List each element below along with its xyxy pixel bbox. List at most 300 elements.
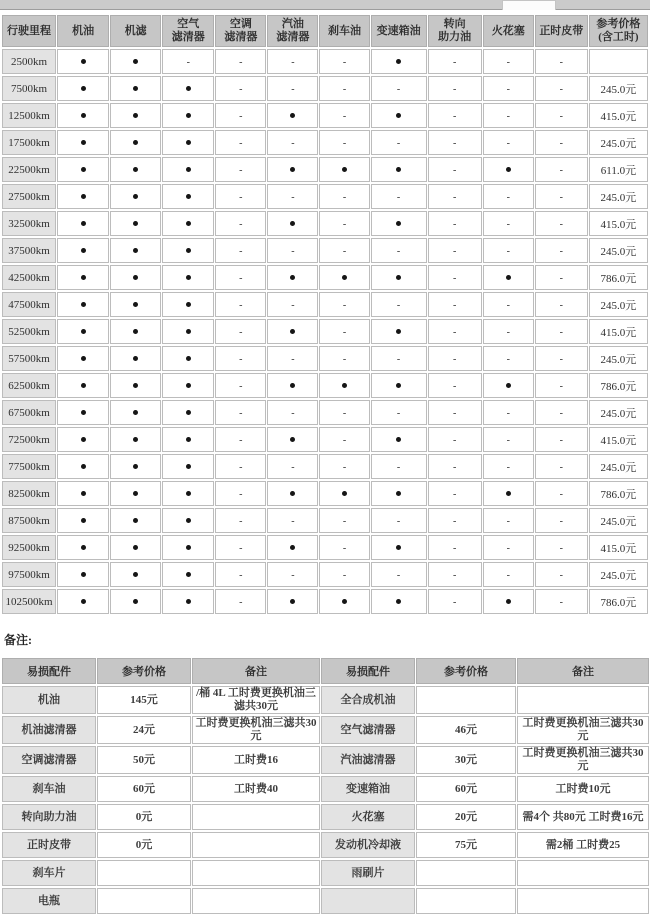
mark-cell: [371, 130, 427, 155]
price-cell: 30元: [416, 746, 516, 774]
mark-cell: [483, 454, 534, 479]
mark-cell: [215, 346, 266, 371]
mark-cell: [483, 508, 534, 533]
mark-cell: [371, 562, 427, 587]
price-cell: 415.0元: [589, 211, 648, 236]
price-cell: 245.0元: [589, 562, 648, 587]
table-row: [2, 804, 649, 830]
mark-cell: [162, 481, 214, 506]
dash-marker: -: [396, 137, 401, 149]
dash-marker: -: [559, 56, 563, 68]
dot-marker: [133, 383, 138, 388]
table-row: [2, 535, 648, 560]
mileage-cell: 62500km: [2, 373, 56, 398]
mark-cell: [110, 184, 161, 209]
mark-cell: [483, 427, 534, 452]
mark-cell: [162, 292, 214, 317]
dot-marker: [396, 599, 401, 604]
column-header: 参考价格 (含工时): [589, 15, 648, 47]
mark-cell: [57, 211, 109, 236]
clipped-element-remnant: [502, 0, 556, 10]
mark-cell: [428, 157, 482, 182]
dot-marker: [186, 356, 191, 361]
mark-cell: [483, 211, 534, 236]
mark-cell: [428, 400, 482, 425]
mark-cell: [319, 427, 369, 452]
mileage-cell: 7500km: [2, 76, 56, 101]
part-name-cell: 机油: [2, 686, 96, 714]
dot-marker: [81, 194, 86, 199]
dot-marker: [290, 383, 295, 388]
dash-marker: -: [342, 569, 347, 581]
mark-cell: [535, 49, 588, 74]
dash-marker: -: [291, 137, 295, 149]
mark-cell: [319, 49, 369, 74]
dot-marker: [133, 167, 138, 172]
mark-cell: [267, 157, 318, 182]
maintenance-table: [1, 13, 649, 616]
dash-marker: -: [559, 434, 563, 446]
dash-marker: -: [396, 299, 401, 311]
mark-cell: [110, 319, 161, 344]
mark-cell: [215, 427, 266, 452]
dot-marker: [396, 221, 401, 226]
part-name-cell: 汽油滤清器: [321, 746, 415, 774]
mark-cell: [162, 76, 214, 101]
part-name-cell: 火花塞: [321, 804, 415, 830]
dash-marker: -: [452, 326, 457, 338]
mileage-cell: 32500km: [2, 211, 56, 236]
dot-marker: [396, 167, 401, 172]
dash-marker: -: [506, 434, 510, 446]
mark-cell: [428, 292, 482, 317]
price-cell: [416, 860, 516, 886]
column-header: 备注: [192, 658, 320, 684]
column-header: 机滤: [110, 15, 161, 47]
column-header: 正时皮带: [535, 15, 588, 47]
dash-marker: -: [239, 299, 243, 311]
header-row: [2, 15, 648, 47]
dot-marker: [81, 572, 86, 577]
mark-cell: [483, 319, 534, 344]
mark-cell: [267, 481, 318, 506]
dash-marker: -: [559, 542, 563, 554]
dash-marker: -: [559, 407, 563, 419]
dot-marker: [290, 329, 295, 334]
price-cell: [97, 860, 191, 886]
dot-marker: [186, 275, 191, 280]
part-name-cell: 机油滤清器: [2, 716, 96, 744]
mark-cell: [267, 454, 318, 479]
mark-cell: [110, 292, 161, 317]
mark-cell: [57, 508, 109, 533]
remark-cell: 工时费16: [192, 746, 320, 774]
price-cell: 415.0元: [589, 535, 648, 560]
remark-cell: 工时费40: [192, 776, 320, 802]
dash-marker: -: [559, 326, 563, 338]
mark-cell: [483, 292, 534, 317]
mark-cell: [110, 454, 161, 479]
dash-marker: -: [342, 83, 347, 95]
dot-marker: [396, 59, 401, 64]
mark-cell: [371, 319, 427, 344]
mileage-cell: 52500km: [2, 319, 56, 344]
dash-marker: -: [559, 110, 563, 122]
mark-cell: [215, 481, 266, 506]
mileage-cell: 12500km: [2, 103, 56, 128]
mark-cell: [428, 130, 482, 155]
mark-cell: [483, 103, 534, 128]
mark-cell: [428, 481, 482, 506]
dash-marker: -: [506, 191, 510, 203]
dash-marker: -: [342, 542, 347, 554]
dash-marker: -: [452, 461, 457, 473]
dot-marker: [396, 329, 401, 334]
remark-cell: 需2桶 工时费25: [517, 832, 649, 858]
table-row: [2, 716, 649, 744]
mark-cell: [57, 481, 109, 506]
mark-cell: [535, 184, 588, 209]
dot-marker: [133, 356, 138, 361]
mark-cell: [371, 346, 427, 371]
price-cell: 60元: [97, 776, 191, 802]
dash-marker: -: [342, 110, 347, 122]
mark-cell: [535, 76, 588, 101]
mark-cell: [535, 319, 588, 344]
dot-marker: [133, 140, 138, 145]
mark-cell: [371, 76, 427, 101]
mark-cell: [535, 481, 588, 506]
dash-marker: -: [291, 56, 295, 68]
dot-marker: [133, 248, 138, 253]
mark-cell: [57, 562, 109, 587]
price-cell: 0元: [97, 804, 191, 830]
dash-marker: -: [342, 137, 347, 149]
dash-marker: -: [239, 110, 243, 122]
price-cell: 75元: [416, 832, 516, 858]
dot-marker: [133, 221, 138, 226]
mark-cell: [535, 373, 588, 398]
part-name-cell: 发动机冷却液: [321, 832, 415, 858]
dash-marker: -: [452, 272, 457, 284]
mark-cell: [535, 103, 588, 128]
mark-cell: [483, 49, 534, 74]
mark-cell: [267, 535, 318, 560]
dash-marker: -: [506, 218, 510, 230]
dot-marker: [186, 302, 191, 307]
price-cell: 20元: [416, 804, 516, 830]
mark-cell: [319, 103, 369, 128]
dot-marker: [396, 275, 401, 280]
mark-cell: [319, 130, 369, 155]
mark-cell: [319, 292, 369, 317]
part-name-cell: 转向助力油: [2, 804, 96, 830]
dot-marker: [342, 383, 347, 388]
mark-cell: [428, 535, 482, 560]
mark-cell: [162, 346, 214, 371]
dot-marker: [81, 221, 86, 226]
dot-marker: [81, 356, 86, 361]
dot-marker: [133, 329, 138, 334]
dash-marker: -: [239, 56, 243, 68]
mark-cell: [267, 130, 318, 155]
dash-marker: -: [452, 380, 457, 392]
mark-cell: [371, 292, 427, 317]
mark-cell: [535, 589, 588, 614]
price-cell: [589, 49, 648, 74]
remark-cell: [192, 860, 320, 886]
mark-cell: [162, 373, 214, 398]
mark-cell: [215, 211, 266, 236]
dash-marker: -: [506, 83, 510, 95]
dot-marker: [133, 113, 138, 118]
mileage-cell: 87500km: [2, 508, 56, 533]
mark-cell: [215, 76, 266, 101]
dash-marker: -: [291, 353, 295, 365]
mark-cell: [215, 562, 266, 587]
dash-marker: -: [342, 191, 347, 203]
mileage-cell: 67500km: [2, 400, 56, 425]
table-row: [2, 76, 648, 101]
mark-cell: [483, 373, 534, 398]
dash-marker: -: [396, 515, 401, 527]
dash-marker: -: [291, 245, 295, 257]
mileage-cell: 77500km: [2, 454, 56, 479]
column-header: 参考价格: [97, 658, 191, 684]
dash-marker: -: [559, 515, 563, 527]
mark-cell: [215, 508, 266, 533]
dash-marker: -: [559, 299, 563, 311]
mileage-cell: 22500km: [2, 157, 56, 182]
mark-cell: [428, 76, 482, 101]
mark-cell: [267, 346, 318, 371]
mark-cell: [267, 49, 318, 74]
mark-cell: [535, 427, 588, 452]
dash-marker: -: [559, 272, 563, 284]
mark-cell: [483, 76, 534, 101]
mark-cell: [110, 346, 161, 371]
mark-cell: [215, 49, 266, 74]
remark-cell: [517, 686, 649, 714]
column-header: 备注: [517, 658, 649, 684]
mark-cell: [215, 292, 266, 317]
wear-parts-table: [1, 656, 650, 916]
remark-cell: 工时费更换机油三滤共30元: [517, 746, 649, 774]
dot-marker: [81, 167, 86, 172]
dash-marker: -: [239, 569, 243, 581]
mark-cell: [483, 265, 534, 290]
dash-marker: -: [452, 137, 457, 149]
column-header: 行驶里程: [2, 15, 56, 47]
dash-marker: -: [506, 353, 510, 365]
dot-marker: [290, 491, 295, 496]
dash-marker: -: [239, 218, 243, 230]
table-row: [2, 373, 648, 398]
part-name-cell: 刹车片: [2, 860, 96, 886]
mark-cell: [483, 157, 534, 182]
mark-cell: [57, 400, 109, 425]
dot-marker: [342, 491, 347, 496]
dash-marker: -: [342, 515, 347, 527]
dash-marker: -: [506, 569, 510, 581]
mark-cell: [215, 238, 266, 263]
mark-cell: [319, 319, 369, 344]
mark-cell: [319, 481, 369, 506]
table-row: [2, 265, 648, 290]
dash-marker: -: [506, 461, 510, 473]
mark-cell: [535, 238, 588, 263]
dash-marker: -: [291, 569, 295, 581]
mark-cell: [267, 319, 318, 344]
dash-marker: -: [239, 542, 243, 554]
mark-cell: [162, 508, 214, 533]
part-name-cell: 雨刷片: [321, 860, 415, 886]
mark-cell: [162, 265, 214, 290]
mark-cell: [57, 346, 109, 371]
price-cell: 245.0元: [589, 346, 648, 371]
mark-cell: [57, 292, 109, 317]
mark-cell: [319, 373, 369, 398]
dot-marker: [186, 437, 191, 442]
dot-marker: [81, 464, 86, 469]
mark-cell: [162, 49, 214, 74]
mark-cell: [428, 562, 482, 587]
mark-cell: [162, 157, 214, 182]
mark-cell: [535, 130, 588, 155]
part-name-cell: 空调滤清器: [2, 746, 96, 774]
dash-marker: -: [342, 353, 347, 365]
mark-cell: [371, 481, 427, 506]
dash-marker: -: [291, 83, 295, 95]
dot-marker: [186, 194, 191, 199]
remark-cell: [192, 888, 320, 914]
table-row: [2, 319, 648, 344]
mark-cell: [267, 103, 318, 128]
dash-marker: -: [506, 299, 510, 311]
mark-cell: [428, 238, 482, 263]
dash-marker: -: [239, 353, 243, 365]
mark-cell: [57, 76, 109, 101]
column-header: 空气 滤清器: [162, 15, 214, 47]
dot-marker: [290, 167, 295, 172]
part-name-cell: 刹车油: [2, 776, 96, 802]
mark-cell: [428, 346, 482, 371]
dot-marker: [186, 383, 191, 388]
remark-cell: 工时费更换机油三滤共30元: [517, 716, 649, 744]
price-cell: 245.0元: [589, 292, 648, 317]
dot-marker: [290, 221, 295, 226]
dot-marker: [133, 599, 138, 604]
mark-cell: [428, 103, 482, 128]
dot-marker: [81, 545, 86, 550]
dash-marker: -: [239, 407, 243, 419]
dash-marker: -: [452, 596, 457, 608]
dash-marker: -: [186, 56, 190, 68]
mark-cell: [57, 319, 109, 344]
mark-cell: [57, 427, 109, 452]
mark-cell: [162, 319, 214, 344]
dash-marker: -: [291, 515, 295, 527]
mark-cell: [371, 238, 427, 263]
mark-cell: [57, 184, 109, 209]
dash-marker: -: [239, 461, 243, 473]
dash-marker: -: [239, 137, 243, 149]
price-cell: 50元: [97, 746, 191, 774]
mark-cell: [371, 454, 427, 479]
price-cell: 415.0元: [589, 427, 648, 452]
dash-marker: -: [239, 434, 243, 446]
price-cell: 245.0元: [589, 184, 648, 209]
mark-cell: [162, 130, 214, 155]
table-row: [2, 454, 648, 479]
dot-marker: [186, 464, 191, 469]
dot-marker: [133, 410, 138, 415]
wear-parts-table-header: [2, 658, 649, 684]
mark-cell: [267, 184, 318, 209]
dash-marker: -: [559, 353, 563, 365]
remark-cell: 工时费更换机油三滤共30元: [192, 716, 320, 744]
mark-cell: [535, 292, 588, 317]
mark-cell: [371, 211, 427, 236]
remark-cell: [192, 832, 320, 858]
mark-cell: [57, 535, 109, 560]
table-row: [2, 49, 648, 74]
mark-cell: [535, 508, 588, 533]
dot-marker: [506, 167, 511, 172]
mileage-cell: 92500km: [2, 535, 56, 560]
dash-marker: -: [291, 299, 295, 311]
mark-cell: [110, 157, 161, 182]
price-cell: 786.0元: [589, 373, 648, 398]
dash-marker: -: [452, 569, 457, 581]
mark-cell: [371, 373, 427, 398]
mark-cell: [215, 184, 266, 209]
mark-cell: [215, 535, 266, 560]
dot-marker: [81, 140, 86, 145]
dash-marker: -: [452, 245, 457, 257]
dash-marker: -: [559, 380, 563, 392]
mark-cell: [371, 157, 427, 182]
mark-cell: [428, 319, 482, 344]
table-row: [2, 292, 648, 317]
price-cell: 0元: [97, 832, 191, 858]
price-cell: 24元: [97, 716, 191, 744]
dash-marker: -: [506, 110, 510, 122]
dot-marker: [186, 329, 191, 334]
mark-cell: [162, 103, 214, 128]
mark-cell: [319, 508, 369, 533]
mileage-cell: 72500km: [2, 427, 56, 452]
mark-cell: [535, 562, 588, 587]
dash-marker: -: [559, 461, 563, 473]
dash-marker: -: [452, 56, 457, 68]
mark-cell: [483, 184, 534, 209]
dash-marker: -: [452, 191, 457, 203]
mark-cell: [57, 454, 109, 479]
mark-cell: [110, 508, 161, 533]
remark-cell: 需4个 共80元 工时费16元: [517, 804, 649, 830]
mileage-cell: 82500km: [2, 481, 56, 506]
dot-marker: [81, 383, 86, 388]
dash-marker: -: [239, 380, 243, 392]
dot-marker: [396, 491, 401, 496]
part-name-cell: 空气滤清器: [321, 716, 415, 744]
mark-cell: [110, 481, 161, 506]
mark-cell: [319, 184, 369, 209]
dash-marker: -: [396, 245, 401, 257]
dot-marker: [81, 491, 86, 496]
table-row: [2, 427, 648, 452]
